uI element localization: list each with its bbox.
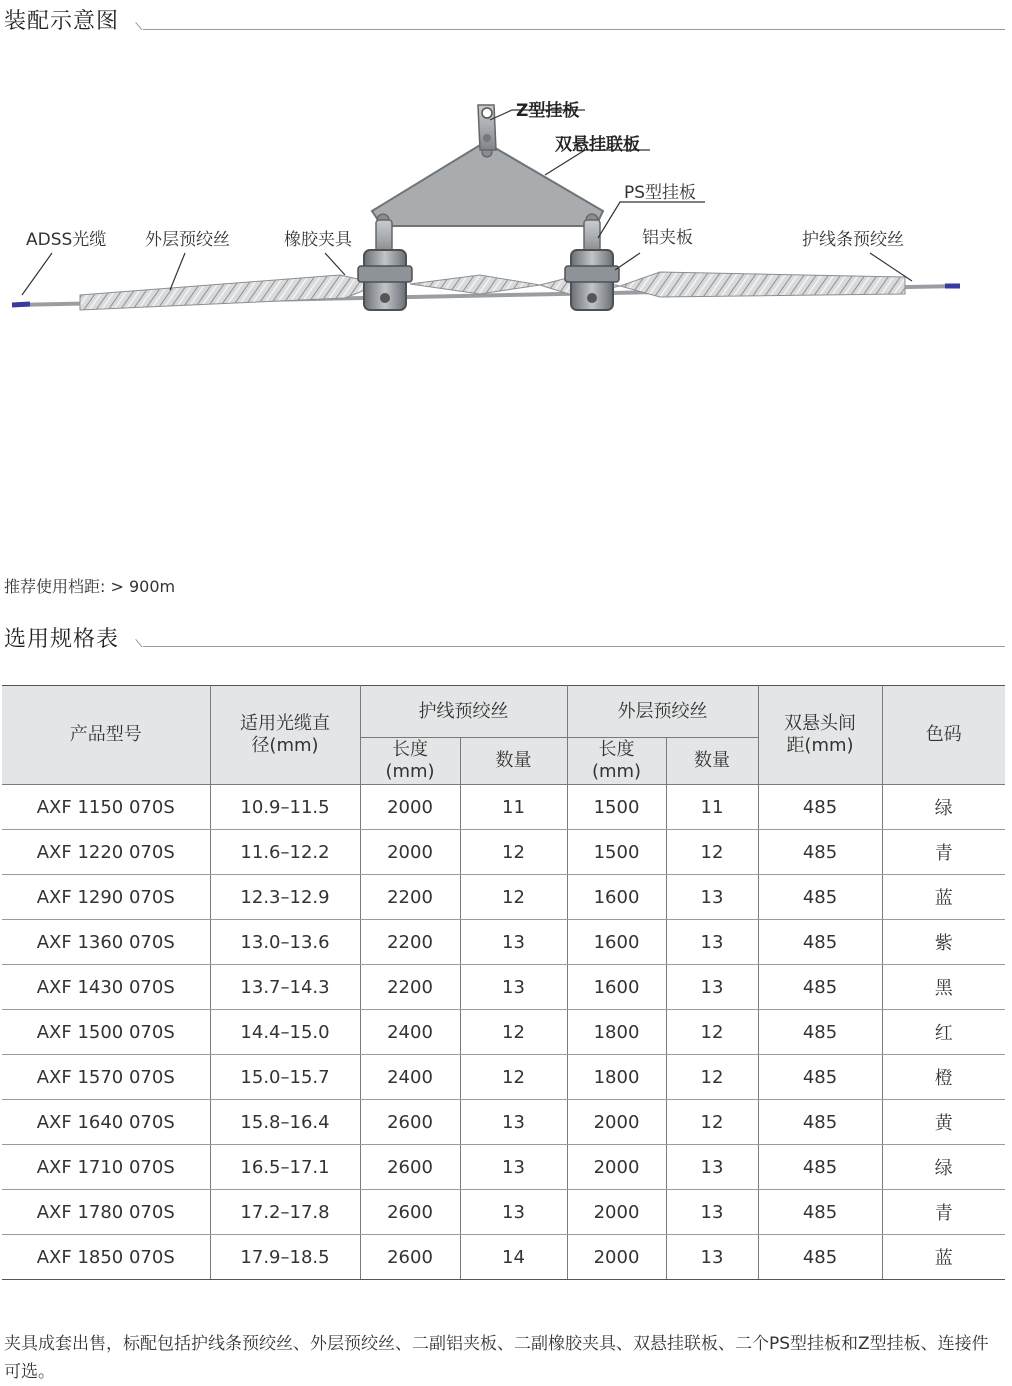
label-rubber-clamp: 橡胶夹具 — [284, 230, 352, 250]
table-cell: AXF 1570 070S — [2, 1055, 210, 1100]
header-protect-length — [360, 738, 460, 785]
label-protect-rods: 护线条预绞丝 — [802, 230, 904, 250]
table-cell: AXF 1500 070S — [2, 1010, 210, 1055]
table-cell: 2000 — [360, 830, 460, 875]
label-ps-plate: PS型挂板 — [624, 183, 697, 203]
table-cell: 485 — [758, 1145, 882, 1190]
table-cell: 485 — [758, 920, 882, 965]
table-cell: 485 — [758, 785, 882, 830]
table-cell: 17.9–18.5 — [210, 1235, 360, 1280]
table-cell: 13 — [460, 1190, 567, 1235]
table-cell: 2000 — [567, 1145, 666, 1190]
table-cell: AXF 1640 070S — [2, 1100, 210, 1145]
table-cell: 11 — [666, 785, 758, 830]
table-row — [2, 785, 1005, 830]
header-outer-length-text: 长度(mm) — [591, 739, 642, 782]
table-cell: 1500 — [567, 785, 666, 830]
footnote: 夹具成套出售，标配包括护线条预绞丝、外层预绞丝、二副铝夹板、二副橡胶夹具、双悬挂联板、二个PS型挂板和Z型挂板、连接件可选。 — [4, 1334, 989, 1382]
table-cell: 黄 — [882, 1100, 1005, 1145]
header-outer-rods: 外层预绞丝 — [567, 686, 758, 738]
table-cell: 绿 — [882, 785, 1005, 830]
table-cell: 2000 — [567, 1235, 666, 1280]
table-cell: 紫 — [882, 920, 1005, 965]
table-row — [2, 1055, 1005, 1100]
table-cell: AXF 1220 070S — [2, 830, 210, 875]
label-adss: ADSS光缆 — [26, 230, 107, 250]
table-cell: 13 — [666, 875, 758, 920]
table-cell: AXF 1780 070S — [2, 1190, 210, 1235]
table-row — [2, 875, 1005, 920]
table-cell: 2000 — [360, 785, 460, 830]
table-row — [2, 830, 1005, 875]
table-cell: 1600 — [567, 875, 666, 920]
table-cell: 12 — [460, 875, 567, 920]
table-cell: 485 — [758, 1010, 882, 1055]
table-cell: 13.0–13.6 — [210, 920, 360, 965]
header-protect-length-text: 长度(mm) — [385, 739, 435, 782]
table-row — [2, 965, 1005, 1010]
spec-divider — [143, 646, 1005, 647]
table-cell: 13 — [666, 920, 758, 965]
table-row — [2, 1145, 1005, 1190]
table-cell: 13.7–14.3 — [210, 965, 360, 1010]
table-cell: AXF 1710 070S — [2, 1145, 210, 1190]
section-title-assembly: 装配示意图 — [4, 9, 120, 34]
table-cell: AXF 1150 070S — [2, 785, 210, 830]
clamp-left — [358, 250, 412, 310]
spec-table — [2, 685, 1005, 1280]
header-outer-count: 数量 — [666, 738, 758, 785]
table-cell: 485 — [758, 1100, 882, 1145]
table-cell: 2200 — [360, 875, 460, 920]
table-cell: 11.6–12.2 — [210, 830, 360, 875]
table-cell: 青 — [882, 1190, 1005, 1235]
table-cell: 蓝 — [882, 875, 1005, 920]
table-cell: 2000 — [567, 1100, 666, 1145]
section-title-spec: 选用规格表 — [4, 627, 120, 652]
header-diameter — [210, 686, 360, 785]
table-cell: 2400 — [360, 1010, 460, 1055]
table-cell: 1600 — [567, 920, 666, 965]
label-al-plate: 铝夹板 — [642, 228, 693, 248]
table-cell: 14 — [460, 1235, 567, 1280]
label-double-plate: 双悬挂联板 — [555, 135, 640, 155]
table-cell: 13 — [460, 1100, 567, 1145]
table-cell: 2600 — [360, 1190, 460, 1235]
table-cell: 13 — [666, 1235, 758, 1280]
clamp-right — [565, 250, 619, 310]
table-cell: 2600 — [360, 1145, 460, 1190]
spec-divider-tick — [135, 639, 142, 647]
table-cell: AXF 1290 070S — [2, 875, 210, 920]
z-plate — [478, 105, 496, 150]
table-cell: AXF 1430 070S — [2, 965, 210, 1010]
table-cell: 2200 — [360, 965, 460, 1010]
table-cell: 青 — [882, 830, 1005, 875]
table-cell: 12 — [666, 1055, 758, 1100]
table-cell: 12 — [460, 1010, 567, 1055]
header-diameter-text: 适用光缆直径(mm) — [240, 713, 330, 756]
table-cell: 13 — [460, 920, 567, 965]
table-cell: 12 — [666, 1100, 758, 1145]
header-model: 产品型号 — [2, 686, 210, 785]
table-cell: 485 — [758, 1190, 882, 1235]
header-protect-rods: 护线预绞丝 — [360, 686, 567, 738]
header-spacing — [758, 686, 882, 785]
table-cell: 2600 — [360, 1100, 460, 1145]
table-cell: 485 — [758, 875, 882, 920]
table-cell: 10.9–11.5 — [210, 785, 360, 830]
table-cell: 15.8–16.4 — [210, 1100, 360, 1145]
table-row — [2, 1100, 1005, 1145]
table-cell: 12 — [460, 830, 567, 875]
table-cell: 12 — [666, 830, 758, 875]
table-cell: 16.5–17.1 — [210, 1145, 360, 1190]
table-cell: 485 — [758, 1055, 882, 1100]
table-cell: 2400 — [360, 1055, 460, 1100]
table-cell: 485 — [758, 1235, 882, 1280]
table-cell: 1600 — [567, 965, 666, 1010]
header-protect-count: 数量 — [460, 738, 567, 785]
table-cell: 1800 — [567, 1010, 666, 1055]
recommended-span: 推荐使用档距: > 900m — [4, 577, 176, 596]
table-cell: 12 — [666, 1010, 758, 1055]
table-cell: 2000 — [567, 1190, 666, 1235]
table-cell: 黑 — [882, 965, 1005, 1010]
assembly-diagram — [0, 80, 1012, 340]
table-row — [2, 1010, 1005, 1055]
table-cell: 13 — [666, 1145, 758, 1190]
table-cell: 橙 — [882, 1055, 1005, 1100]
preformed-rods — [80, 272, 905, 310]
table-row — [2, 1235, 1005, 1280]
table-cell: 11 — [460, 785, 567, 830]
table-row — [2, 1190, 1005, 1235]
table-cell: 13 — [460, 965, 567, 1010]
table-cell: 蓝 — [882, 1235, 1005, 1280]
header-spacing-text: 双悬头间距(mm) — [784, 713, 856, 756]
spec-table-body — [2, 785, 1005, 1280]
table-cell: 12 — [460, 1055, 567, 1100]
table-cell: 15.0–15.7 — [210, 1055, 360, 1100]
table-cell: AXF 1850 070S — [2, 1235, 210, 1280]
table-cell: 485 — [758, 830, 882, 875]
label-outer-rods: 外层预绞丝 — [145, 230, 230, 250]
table-cell: 13 — [666, 1190, 758, 1235]
label-z-plate: Z型挂板 — [516, 101, 580, 121]
table-cell: 13 — [666, 965, 758, 1010]
table-cell: 17.2–17.8 — [210, 1190, 360, 1235]
table-cell: AXF 1360 070S — [2, 920, 210, 965]
header-color: 色码 — [882, 686, 1005, 785]
title-divider — [143, 29, 1005, 30]
table-cell: 绿 — [882, 1145, 1005, 1190]
table-cell: 485 — [758, 965, 882, 1010]
header-outer-length — [567, 738, 666, 785]
table-cell: 12.3–12.9 — [210, 875, 360, 920]
table-cell: 2600 — [360, 1235, 460, 1280]
table-row — [2, 920, 1005, 965]
table-cell: 2200 — [360, 920, 460, 965]
table-cell: 1500 — [567, 830, 666, 875]
table-cell: 1800 — [567, 1055, 666, 1100]
table-cell: 13 — [460, 1145, 567, 1190]
title-divider-tick — [135, 22, 142, 30]
table-cell: 红 — [882, 1010, 1005, 1055]
table-cell: 14.4–15.0 — [210, 1010, 360, 1055]
